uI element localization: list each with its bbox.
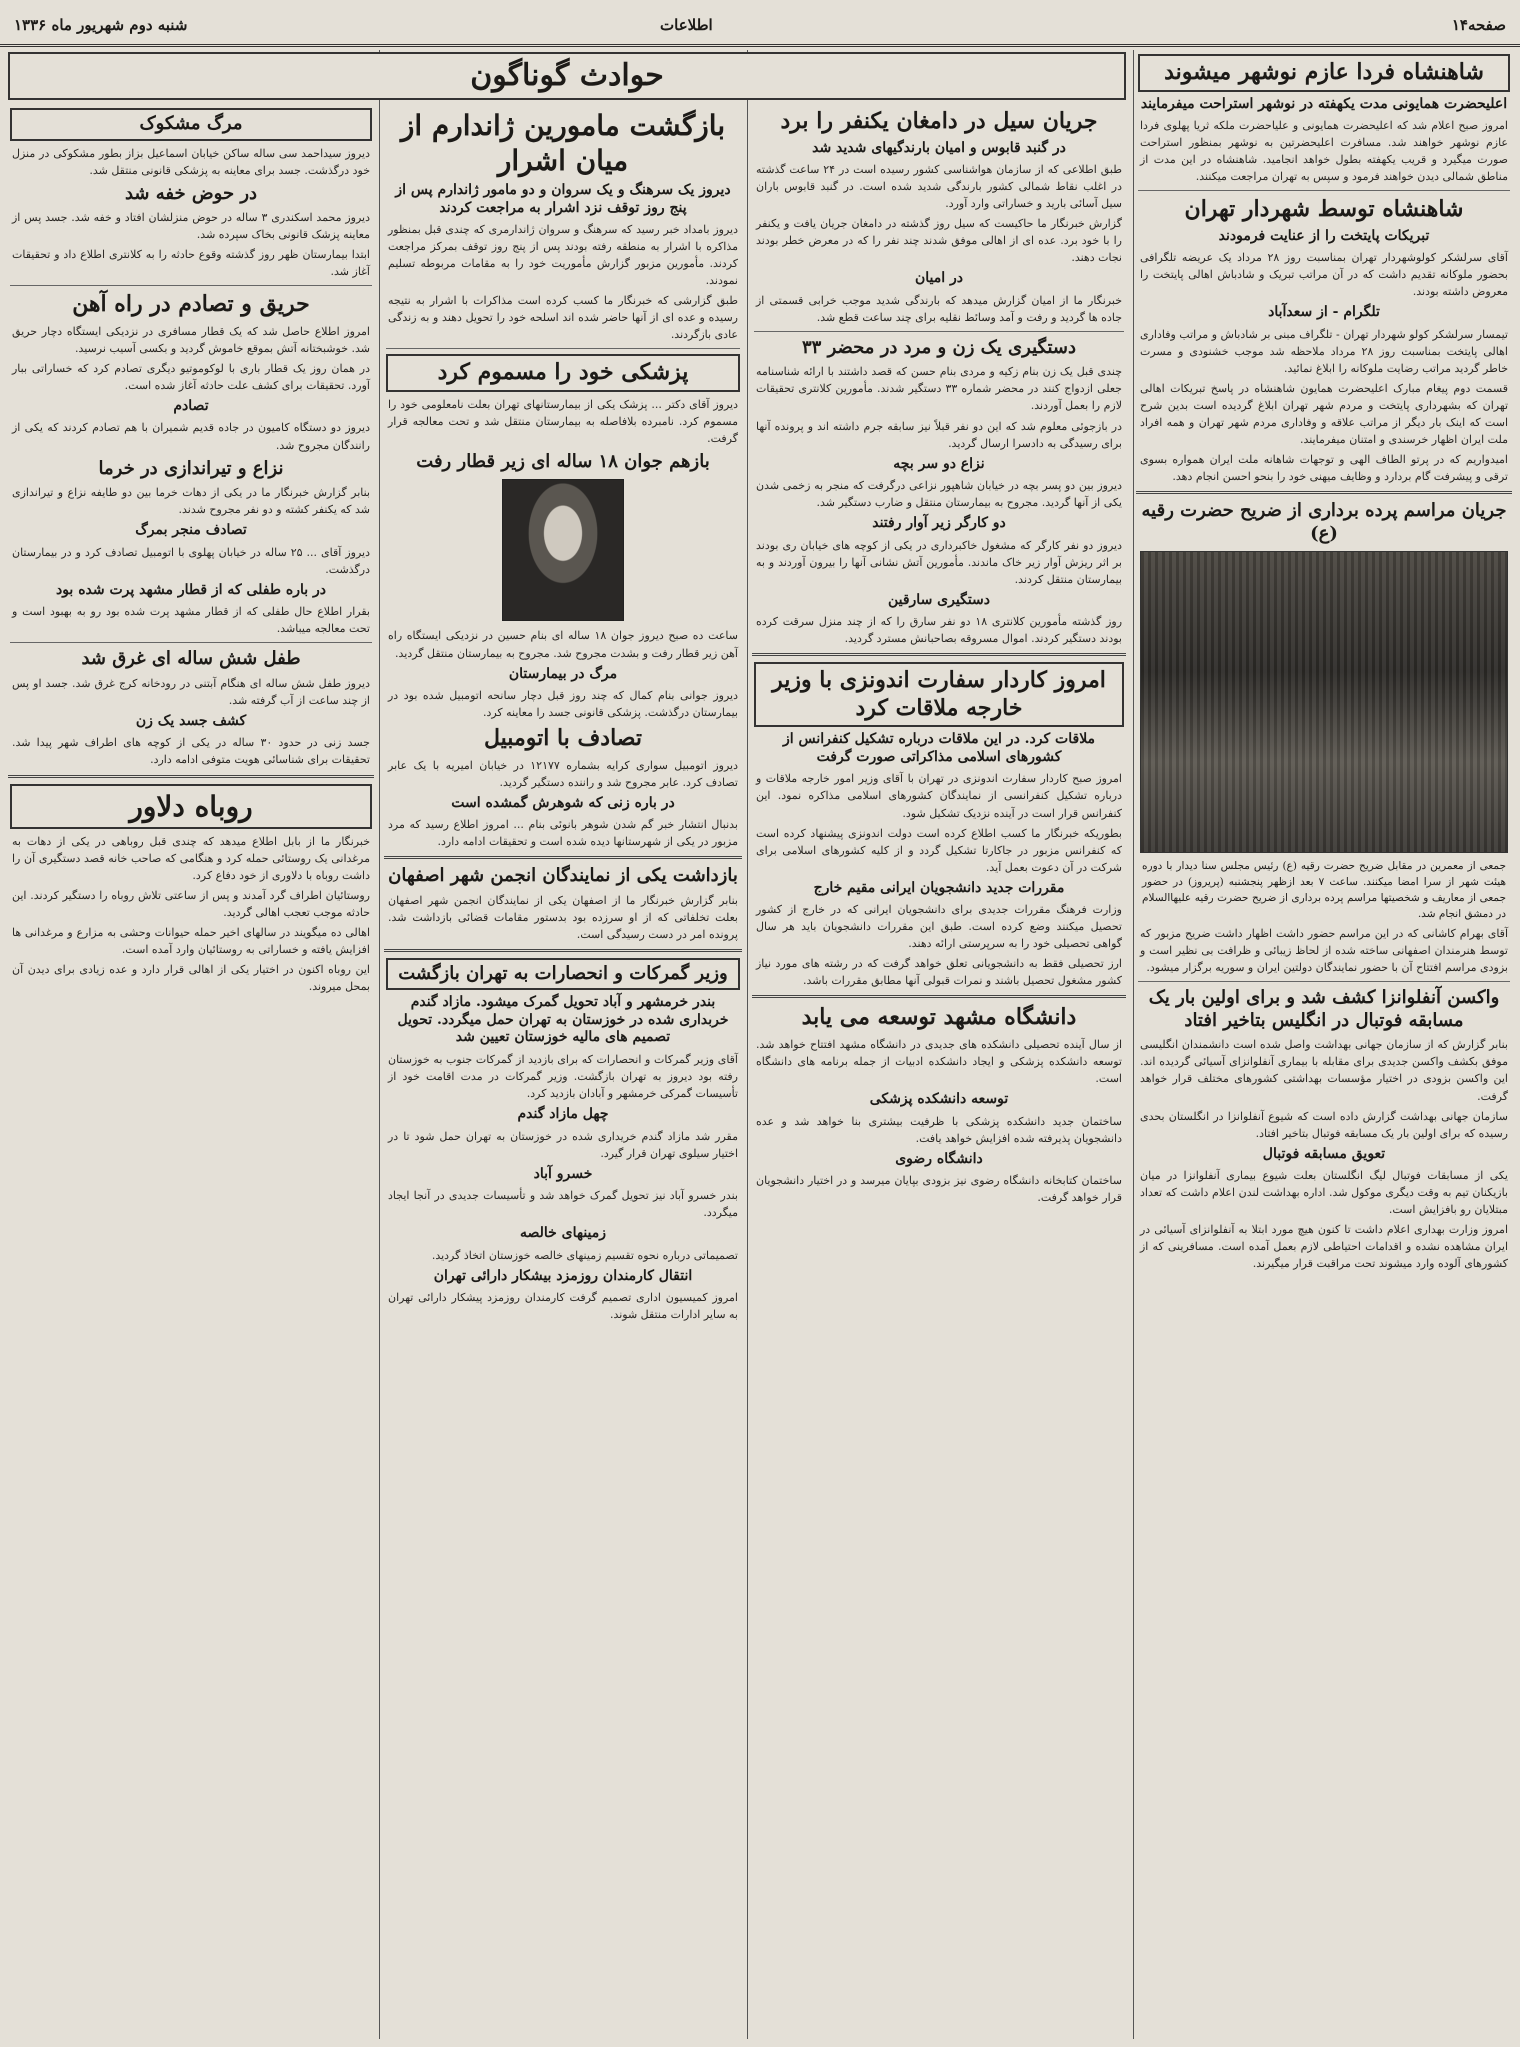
- headline-suspicious-death: مرگ مشکوک: [10, 108, 372, 141]
- article-text: بقرار اطلاع حال طفلی که از قطار مشهد پرت شده بود رو به بهبود است و تحت معالجه میباشد.: [12, 605, 370, 636]
- page-number: صفحه۱۴: [1451, 16, 1506, 34]
- headline-influenza-vaccine: واکسن آنفلوانزا کشف شد و برای اولین بار یک مسابقه فوتبال در انگلیس بتاخیر افتاد: [1148, 987, 1500, 1031]
- subhead: دیروز یک سرهنگ و یک سروان و دو مامور ژاندارم پس از پنج روز توقف نزد اشرار به مراجعت کردند: [395, 182, 731, 216]
- article-text: چندی قبل یک زن بنام زکیه و مردی بنام حسن که قصد داشتند با ارائه شناسنامه جعلی ازدواج کنند در محضر شماره ۳۳ دستگیر شدند. مأمورین کلانتری تحقیقات لازم را بعمل آوردند.: [756, 365, 1122, 413]
- article-text: طبق اطلاعی که از سازمان هواشناسی کشور رسیده است در ۲۴ ساعت گذشته در اغلب نقاط شمالی کشور بارندگی شدید شده است. در گنبد قابوس باران سیل آسائی بارید و خساراتی وارد آورد.: [756, 163, 1122, 211]
- subhead: نزاع دو سر بچه: [893, 455, 985, 472]
- subhead: خسرو آباد: [533, 1165, 593, 1182]
- article-text: امروز صبح اعلام شد که اعلیحضرت همایونی و علیاحضرت ملکه ثریا پهلوی فردا عازم نوشهر خواهند شد. مسافرت اعلیحضرتین به نوشهر بمنظور استراحت صورت میگیرد و قریب یکهفته بطول خواهد انجامید. شاهنشاه در این مدت از مناطق شمالی دیدن خواهند فرمود و سپس به تهران مراجعت میکنند.: [1140, 119, 1508, 184]
- shrine-ceremony-photo: [1140, 551, 1508, 853]
- article-text: وزارت فرهنگ مقررات جدیدی برای دانشجویان ایرانی که در خارج از کشور تحصیل میکنند وضع کرده است. طبق این مقررات دانشجویان باید هر سال گواهی تحصیلی خود را به سرپرستی ارائه دهند.: [756, 903, 1122, 951]
- article-text: دیروز جوانی بنام کمال که چند روز قبل دچار سانحه اتومبیل شده بود در بیمارستان درگذشت. پزشکی قانونی جسد را معاینه کرد.: [388, 689, 738, 720]
- article-text: ساختمان کتابخانه دانشگاه رضوی نیز بزودی بپایان میرسد و در اختیار دانشجویان قرار خواهد گرفت.: [756, 1174, 1122, 1205]
- article-text: آقای وزیر گمرکات و انحصارات که برای بازدید از گمرکات جنوب به خوزستان رفته بود دیروز به تهران بازگشت. وزیر گمرکات در مدت اقامت خود از تأسیسات گمرکی خرمشهر و آبادان بازدید کرد.: [388, 1052, 738, 1101]
- article-text: آقای سرلشکر کولوشهردار تهران بمناسبت روز ۲۸ مرداد یک عریضه تلگرافی بحضور ملوکانه تقدیم داشت که در آن مراتب تبریک و شادباش اهالی پایتخت را معروض داشته بودند.: [1140, 251, 1508, 299]
- subhead: مقررات جدید دانشجویان ایرانی مقیم خارج: [813, 879, 1065, 896]
- headline-gendarmes-return: بازگشت مامورین ژاندارم از میان اشرار: [400, 109, 726, 177]
- article-text: سازمان جهانی بهداشت گزارش داده است که شیوع آنفلوانزا در انگلستان بحدی رسیده که برای اولین بار یک مسابقه فوتبال بتاخیر افتاد.: [1140, 1109, 1508, 1140]
- headline-railway-fire: حریق و تصادم در راه آهن: [72, 291, 310, 318]
- headline-tehran-mayor: شاهنشاه توسط شهردار تهران: [1184, 196, 1464, 223]
- article-text: دیروز محمد اسکندری ۳ ساله در حوض منزلشان افتاد و خفه شد. جسد پس از معاینه پزشک قانونی بخاک سپرده شد.: [12, 211, 370, 242]
- article-text: دیروز بین دو پسر بچه در خیابان شاهپور نزاعی درگرفت که منجر به زخمی شدن یکی از آنها گردید. مجروح به بیمارستان منتقل و ضارب دستگیر شد.: [756, 479, 1122, 510]
- subhead: اعلیحضرت همایونی مدت یکهفته در نوشهر استراحت میفرمایند: [1140, 95, 1508, 112]
- column-flood-news: [752, 104, 1126, 2039]
- article-text: امروز کمیسیون اداری تصمیم گرفت کارمندان روزمزد پیشکار دارائی تهران به سایر ادارات منتقل شوند.: [388, 1291, 738, 1322]
- headline-car-accident: تصادف با اتومبیل: [484, 725, 642, 752]
- article-text: روستائیان اطراف گرد آمدند و پس از ساعتی تلاش روباه را دستگیر کردند. این حادثه موجب تعجب اهالی گردید.: [12, 888, 370, 919]
- headline-indonesia-envoy: امروز کاردار سفارت اندونزی با وزیر خارجه ملاقات کرد: [754, 662, 1124, 727]
- subhead: توسعه دانشکده پزشکی: [869, 1091, 1009, 1108]
- subhead: در امیان: [914, 270, 964, 287]
- victim-portrait-photo: [502, 479, 624, 621]
- headline-doctor-poisoned: پزشکی خود را مسموم کرد: [386, 354, 740, 392]
- article-text: این روباه اکنون در اختیار یکی از اهالی قرار دارد و عده زیادی برای دیدن آن بمحل میروند.: [12, 962, 370, 993]
- article-text: ساعت ده صبح دیروز جوان ۱۸ ساله ای بنام حسین در نزدیکی ایستگاه راه آهن زیر قطار رفت و بشدت مجروح شد. مجروح به بیمارستان منتقل گردید.: [388, 629, 739, 660]
- article-text: دیروز بامداد خبر رسید که سرهنگ و سروان ژاندارمری که چندی قبل بمنظور مذاکره با اشرار به منطقه رفته بودند پس از پنج روز توقف بمرکز مراجعت کردند. مأمورین مزبور گزارش مأموریت خود را به مقامات مربوطه تسلیم نمودند.: [388, 223, 738, 288]
- article-text: مقرر شد مازاد گندم خریداری شده در خوزستان به تهران حمل شود تا در اختیار سیلوی تهران قرار گیرد.: [388, 1129, 738, 1160]
- headline-drowned-pool: در حوض خفه شد: [124, 182, 258, 204]
- subhead: دانشگاه رضوی: [895, 1150, 983, 1167]
- headline-shooting-khorma: نزاع و تیراندازی در خرما: [98, 457, 284, 479]
- article-text: جسد زنی در حدود ۳۰ ساله در یکی از کوچه های اطراف شهر پیدا شد. تحقیقات برای شناسائی هویت متوفی ادامه دارد.: [12, 736, 370, 767]
- article-text: قسمت دوم پیغام مبارک اعلیحضرت همایون شاهنشاه در پاسخ تبریکات اهالی تهران که بشهرداری پایتخت و مردم شهر تهران ابلاغ گردیده است بدین شرح است که اینک بار دیگر از مراتب علاقه و وفاداری مردم شهر تهران و همه افراد ملت ایران اظهار خرسندی و امتنان میفرمایند.: [1140, 381, 1508, 447]
- headline-customs-minister: وزیر گمرکات و انحصارات به تهران بازگشت: [386, 958, 740, 991]
- article-text: اهالی ده میگویند در سالهای اخیر حمله حیوانات وحشی به مزارع و مرغدانی ها افزایش یافته و خساراتی به روستائیان وارد آمده است.: [12, 925, 370, 956]
- article-text: تیمسار سرلشکر کولو شهردار تهران - تلگراف مبنی بر شادباش و مراتب وفاداری اهالی پایتخت بمناسبت روز ۲۸ مرداد ملاحظه شد موجب خشنودی و مسرت خاطر گردید مراتب رضایت ملوکانه را ابلاغ نمائید.: [1140, 327, 1508, 375]
- subhead: در گنبد قابوس و امیان بارندگیهای شدید شد: [812, 139, 1066, 156]
- photo-caption: جمعی از معمرین در مقابل ضریح حضرت رقیه (ع) رئیس مجلس سنا دیدار با دوره هیئت شهر از سرا امضا میکنند. ساعت ۷ بعد ازظهر پنجشنبه (پریروز) در حضور جمعی از معاریف و شخصیتها مراسم پرده برداری از ضریح حضرت رقیه علیهاالسلام در دمشق انجام شد.: [1142, 860, 1507, 920]
- subhead: دستگیری سارقین: [887, 591, 991, 608]
- article-text: امروز وزارت بهداری اعلام داشت تا کنون هیچ مورد ابتلا به آنفلوانزای آسیائی در ایران مشاهده نشده و اقدامات احتیاطی لازم بعمل آمده است. مسافرینی که از کشورهای آلوده وارد میشوند تحت مراقبت قرار میگیرند.: [1140, 1223, 1508, 1271]
- article-text: آقای بهرام کاشانی که در این مراسم حضور داشت اظهار داشت ضریح مزبور که توسط هنرمندان اصفهانی ساخته شده از لحاظ زیبائی و ظرافت بی نظیر است و بزودی مراسم افتتاح آن با حضور نمایندگان دولتین ایران و سوریه برگزار میشود.: [1140, 927, 1508, 975]
- article-text: در همان روز یک قطار باری با لوکوموتیو دیگری تصادم کرد که خساراتی ببار آورد. تحقیقات برای کشف علت حادثه آغاز شده است.: [12, 361, 370, 392]
- column-incidents: [8, 104, 374, 2039]
- article-text: بنابر گزارش خبرنگار ما در یکی از دهات خرما بین دو طایفه نزاع و تیراندازی شد که یکنفر کشته و دو نفر مجروح شدند.: [12, 486, 370, 517]
- subhead: انتقال کارمندان روزمزد بیشکار دارائی تهران: [433, 1267, 693, 1284]
- headline-isfahan-arrest: بازداشت یکی از نمایندگان انجمن شهر اصفهان: [388, 865, 738, 887]
- article-text: امروز صبح کاردار سفارت اندونزی در تهران با آقای وزیر امور خارجه ملاقات و درباره تشکیل کنفرانسی از نمایندگان کشورهای اسلامی مذاکره نمود. این کنفرانس قرار است در آینده نزدیک تشکیل شود.: [756, 772, 1122, 820]
- column-gendarmerie-news: [384, 104, 742, 2039]
- subhead: در باره زنی که شوهرش گمشده است: [451, 794, 675, 811]
- article-text: در بازجوئی معلوم شد که این دو نفر قبلاً نیز سابقه جرم داشته اند و پرونده آنها برای رسیدگی به دادسرا ارسال گردید.: [756, 419, 1122, 450]
- headline-child-drowned: طفل شش ساله ای غرق شد: [81, 648, 301, 670]
- article-text: امیدواریم که در پرتو الطاف الهی و توجهات شاهانه ملت ایران همواره بسوی ترقی و پیشرفت گام بردارد و وظایف میهنی خود را بنحو احسن انجام دهد.: [1140, 453, 1508, 484]
- column-royal-news: [1136, 50, 1512, 2039]
- subhead-football: تعویق مسابقه فوتبال: [1262, 1145, 1386, 1162]
- article-text: خبرنگار ما از بابل اطلاع میدهد که چندی قبل روباهی در یکی از دهات به مرغدانی یک روستائی حمله کرد و هنگامی که صاحب خانه قصد دستگیری آن را داشت روباه با دلاوری از خود دفاع کرد.: [12, 834, 370, 882]
- subhead: تبریکات پایتخت را از عنایت فرمودند: [1218, 227, 1430, 244]
- article-text: گزارش خبرنگار ما حاکیست که سیل روز گذشته در دامغان جریان یافت و یکنفر را با خود برد. عده ای از اهالی موفق شدند چند نفر را که در معرض خطر بودند نجات دهند.: [756, 217, 1122, 265]
- article-text: دیروز آقای دکتر ... پزشک یکی از بیمارستانهای تهران بعلت نامعلومی خود را مسموم کرد. نامبرده بلافاصله به بیمارستان منتقل شد و تحت معالجه قرار گرفت.: [388, 397, 738, 445]
- subhead: مرگ در بیمارستان: [508, 665, 618, 682]
- headline-train-accident: بازهم جوان ۱۸ ساله ای زیر قطار رفت: [416, 450, 710, 472]
- article-text: بندر خسرو آباد نیز تحویل گمرک خواهد شد و تأسیسات جدیدی در آنجا ایجاد میگردد.: [388, 1189, 738, 1220]
- column-rule: [747, 50, 748, 2039]
- subhead: در باره طفلی که از قطار مشهد پرت شده بود: [55, 581, 327, 598]
- article-text: دیروز دو نفر کارگر که مشغول خاکبرداری در یکی از کوچه های خیابان ری بودند بر اثر ریزش آوار زیر خاک ماندند. مأمورین آتش نشانی آنها را بیرون آوردند و به بیمارستان منتقل کردند.: [756, 538, 1122, 586]
- article-text: دیروز دو دستگاه کامیون در جاده قدیم شمیران با هم تصادم کردند که یکی از رانندگان مجروح شد.: [12, 421, 370, 452]
- subhead: کشف جسد یک زن: [135, 712, 247, 729]
- headline-damghan-flood: جریان سیل در دامغان یکنفر را برد: [780, 108, 1098, 134]
- article-text: تصمیماتی درباره نحوه تقسیم زمینهای خالصه خوزستان اتخاذ گردید.: [431, 1248, 738, 1262]
- article-text: خبرنگار ما از امیان گزارش میدهد که بارندگی شدید موجب خرابی قسمتی از جاده ها گردید و رفت و آمد وسائط نقلیه برای چند ساعت قطع شد.: [756, 293, 1122, 324]
- article-text: ابتدا بیمارستان ظهر روز گذشته وقوع حادثه را به کلانتری اطلاع داد و تحقیقات آغاز شد.: [12, 248, 370, 279]
- article-text: دیروز طفل شش ساله ای هنگام آبتنی در رودخانه کرج غرق شد. جسد او پس از چند ساعت از آب گرفته شد.: [12, 676, 370, 707]
- subhead: بندر خرمشهر و آباد تحویل گمرک میشود. مازاد گندم خربداری شده در خوزستان به تهران حمل میگردد. تحویل تصمیم های مالیه خوزستان تعیین شد: [397, 994, 729, 1046]
- subhead-telegram: تلگرام - از سعدآباد: [1268, 304, 1380, 321]
- headline-brave-fox: روباه دلاور: [10, 784, 372, 829]
- article-text: ساختمان جدید دانشکده پزشکی با ظرفیت بیشتری بنا خواهد شد و عده دانشجویان پذیرفته شده افزایش خواهد یافت.: [756, 1114, 1122, 1145]
- article-text: بنابر گزارش که از سازمان جهانی بهداشت واصل شده است دانشمندان انگلیسی موفق بکشف واکسن جدیدی برای مقابله با بیماری آنفلوانزای آسیائی گردیده اند. این واکسن بزودی در اختیار مؤسسات بهداشتی کشورهای مختلف قرار خواهد گرفت.: [1140, 1038, 1508, 1103]
- subhead: ملاقات کرد. در این ملاقات درباره تشکیل کنفرانس از کشورهای اسلامی مذاکراتی صورت گرفت: [782, 731, 1096, 765]
- issue-date: شنبه دوم شهریور ماه ۱۳۳۶: [14, 16, 188, 34]
- subhead: تصادف منجر بمرگ: [135, 522, 247, 539]
- article-text: دیروز سیداحمد سی ساله ساکن خیابان اسماعیل بزاز بطور مشکوکی در منزل خود درگذشت. جسد برای معاینه به پزشکی قانونی منتقل شد.: [12, 146, 370, 177]
- article-text: امروز اطلاع حاصل شد که یک قطار مسافری در نزدیکی ایستگاه دچار حریق شد. خوشبختانه آتش بموقع خاموش گردید و بکسی آسیب نرسید.: [12, 324, 370, 355]
- article-text: یکی از مسابقات فوتبال لیگ انگلستان بعلت شیوع بیماری آنفلوانزا در میان بازیکنان تیم به وقت دیگری موکول شد. اداره بهداشت لندن اعلام داشت که تعداد مبتلایان رو بافزایش است.: [1140, 1169, 1508, 1217]
- article-text: ارز تحصیلی فقط به دانشجویانی تعلق خواهد گرفت که در رشته های مورد نیاز کشور مشغول تحصیل باشند و نمرات قبولی آنها مطابق مقررات باشد.: [756, 957, 1122, 988]
- column-rule: [379, 50, 380, 2039]
- headline-shrine-ceremony: جریان مراسم پرده برداری از ضریح حضرت رقیه (ع): [1141, 500, 1507, 544]
- section-banner: حوادث گوناگون: [8, 52, 1126, 100]
- masthead: [0, 8, 1520, 47]
- headline-arrest-notary: دستگیری یک زن و مرد در محضر ۳۳: [802, 336, 1076, 358]
- article-text: دیروز اتومبیل سواری کرایه بشماره ۱۲۱۷۷ در خیابان امیریه با یک عابر تصادف کرد. عابر مجروح شد و راننده دستگیر گردید.: [388, 758, 738, 789]
- article-text: بطوریکه خبرنگار ما کسب اطلاع کرده است دولت اندونزی پیشنهاد کرده است که کنفرانس مزبور در جاکارتا تشکیل گردد و از کلیه کشورهای اسلامی برای شرکت در آن دعوت بعمل آید.: [756, 826, 1122, 874]
- article-text: دیروز آقای ... ۲۵ ساله در خیابان پهلوی با اتومبیل تصادف کرد و در بیمارستان درگذشت.: [12, 545, 370, 576]
- headline-shah-nowshahr: شاهنشاه فردا عازم نوشهر میشوند: [1138, 54, 1510, 92]
- column-rule: [1133, 50, 1134, 2039]
- article-text: روز گذشته مأمورین کلانتری ۱۸ دو نفر سارق را که از چند منزل سرقت کرده بودند دستگیر کردند. اموال مسروقه بصاحبانش مسترد گردید.: [756, 615, 1123, 646]
- paper-name: اطلاعات: [660, 16, 713, 34]
- headline-mashhad-university: دانشگاه مشهد توسعه می یابد: [801, 1004, 1077, 1031]
- article-text: بنابر گزارش خبرنگار ما از اصفهان یکی از نمایندگان انجمن شهر اصفهان بعلت تخلفاتی که از او سرزده بود بدستور مقامات قضائی بازداشت شد. پرونده امر در دست رسیدگی است.: [388, 893, 738, 941]
- subhead: دو کارگر زیر آوار رفتند: [872, 515, 1006, 532]
- subhead: تصادم: [173, 397, 209, 414]
- article-text: طبق گزارشی که خبرنگار ما کسب کرده است مذاکرات با اشرار به نتیجه رسیده و عده ای از آنها حاضر شده اند اسلحه خود را تحویل دهند و به زندگی عادی بازگردند.: [388, 294, 738, 342]
- article-text: بدنبال انتشار خبر گم شدن شوهر بانوئی بنام ... امروز اطلاع رسید که مرد مزبور در یکی از شهرستانها دیده شده است و تحقیقات ادامه دارد.: [388, 818, 738, 849]
- article-text: از سال آینده تحصیلی دانشکده های جدیدی در دانشگاه مشهد افتتاح خواهد شد. توسعه دانشکده پزشکی و ایجاد دانشکده ادبیات از جمله برنامه های دانشگاه است.: [756, 1037, 1122, 1086]
- subhead: زمینهای خالصه: [519, 1225, 607, 1242]
- subhead: چهل مازاد گندم: [517, 1106, 609, 1123]
